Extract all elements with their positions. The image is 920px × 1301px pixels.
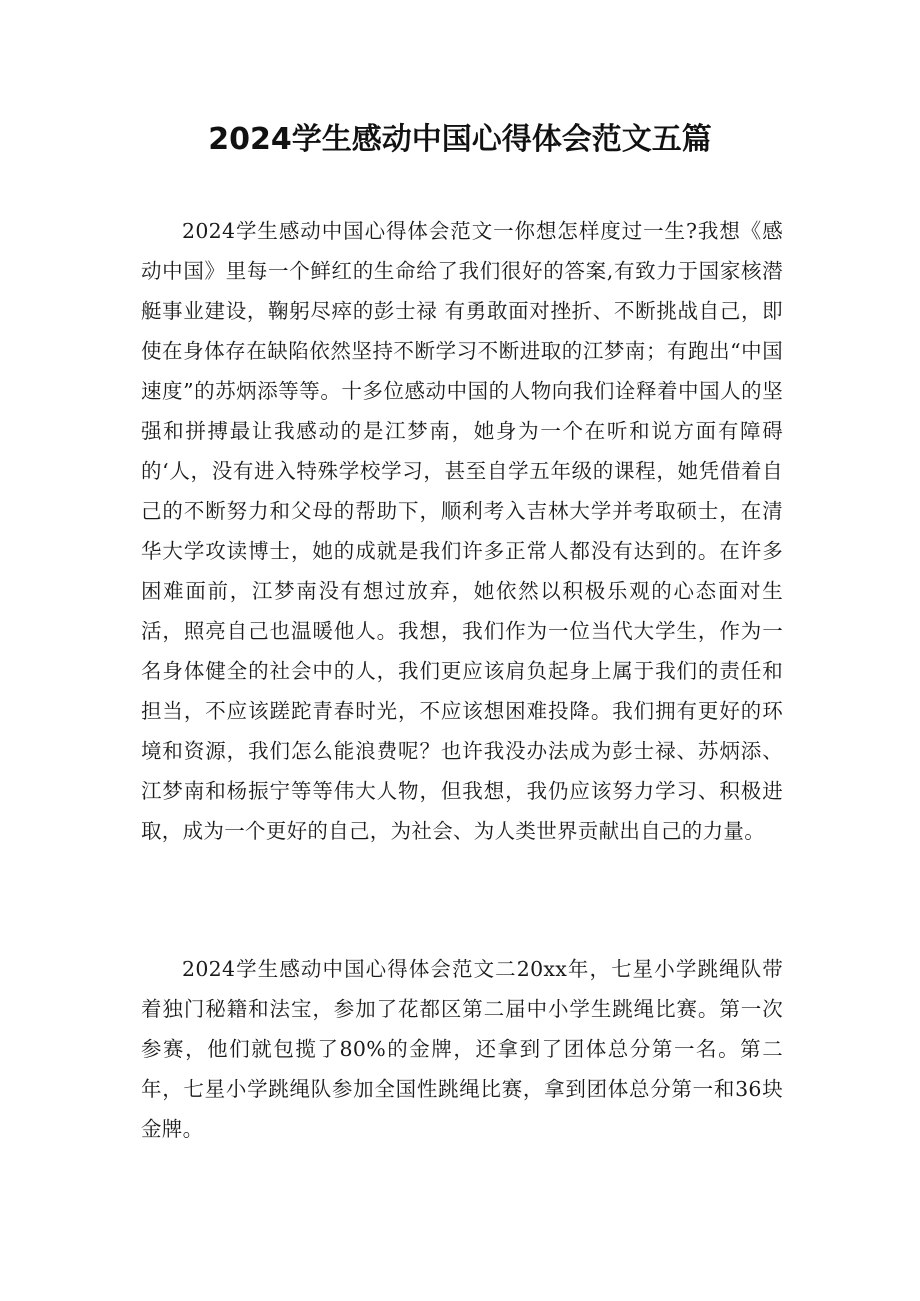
document-title: 2024学生感动中国心得体会范文五篇 <box>208 122 712 157</box>
body-paragraph-1: 2024学生感动中国心得体会范文一你想怎样度过一生?我想《感动中国》里每一个鲜红的生命给了我们很好的答案,有致力于国家核潜艇事业建设，鞠躬尽瘁的彭士禄 有勇敢面对挫折、不断挑战自己，即使在身体存在缺陷依然坚持不断学习不断进取的江梦南；有跑出“中国速度”的苏炳添等等。十多位感动中国的人物向我们诠释着中国人的坚强和拼搏最让我感动的是江梦南，她身为一个在听和说方面有障碍的‘人，没有进入特殊学校学习，甚至自学五年级的课程，她凭借着自己的不断努力和父母的帮助下，顺利考入吉林大学并考取硕士，在清华大学攻读博士，她的成就是我们许多正常人都没有达到的。在许多困难面前，江梦南没有想过放弃，她依然以积极乐观的心态面对生活，照亮自己也温暖他人。我想，我们作为一位当代大学生，作为一名身体健全的社会中的人，我们更应该肩负起身上属于我们的责任和担当，不应该蹉跎青春时光，不应该想困难投降。我们拥有更好的环境和资源，我们怎么能浪费呢？也许我没办法成为彭士禄、苏炳添、江梦南和杨振宁等等伟大人物，但我想，我仍应该努力学习、积极进取，成为一个更好的自己，为社会、为人类世界贡献出自己的力量。 <box>141 219 783 843</box>
body-paragraph-2: 2024学生感动中国心得体会范文二20xx年，七星小学跳绳队带着独门秘籍和法宝，参加了花都区第二届中小学生跳绳比赛。第一次参赛，他们就包揽了80%的金牌，还拿到了团体总分第一名。第二年，七星小学跳绳队参加全国性跳绳比赛，拿到团体总分第一和36块金牌。 <box>141 957 783 1141</box>
